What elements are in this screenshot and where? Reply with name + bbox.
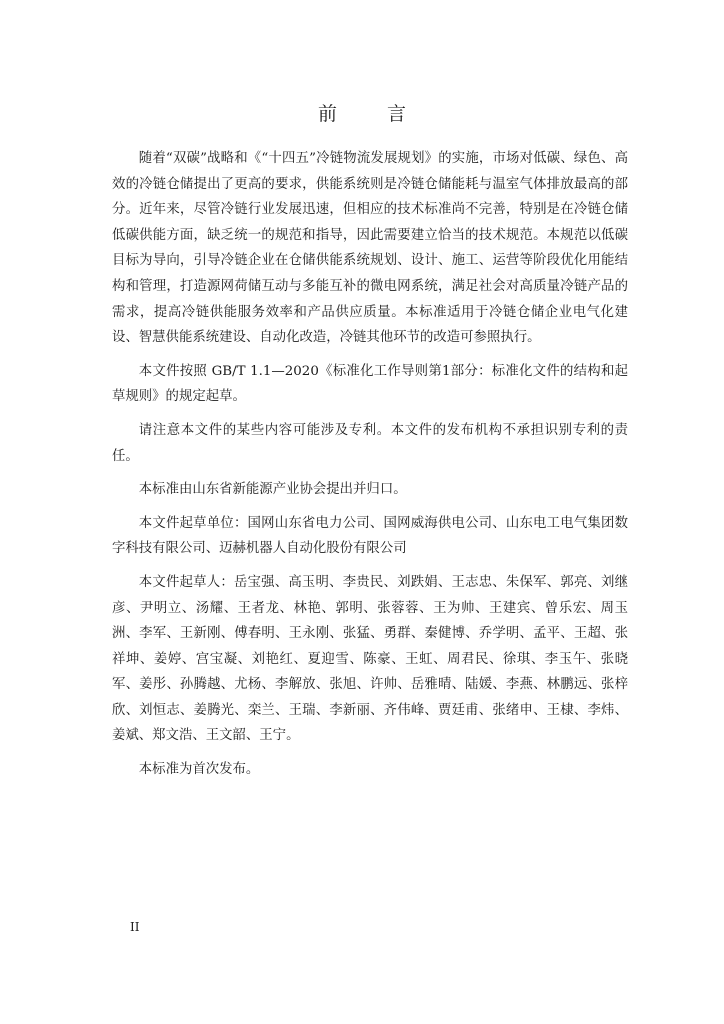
paragraph-drafting-units: 本文件起草单位：国网山东省电力公司、国网威海供电公司、山东电工电气集团数字科技有限公司、迈赫机器人自动化股份有限公司 — [112, 515, 628, 557]
page-number: II — [130, 920, 140, 934]
paragraph-patent-notice: 请注意本文件的某些内容可能涉及专利。本文件的发布机构不承担识别专利的责任。 — [112, 422, 628, 464]
foreword-body — [112, 146, 628, 791]
paragraph-drafting-rules: 本文件按照 GB/T 1.1—2020《标准化工作导则第1部分：标准化文件的结构和起草规则》的规定起草。 — [112, 363, 628, 405]
paragraph-proposer: 本标准由山东省新能源产业协会提出并归口。 — [138, 482, 407, 498]
paragraph-drafters: 本文件起草人：岳宝强、高玉明、李贵民、刘跌娟、王志忠、朱保军、郭亮、刘继彦、尹明立、汤耀、王者龙、林艳、郭明、张蓉蓉、王为帅、王建宾、曾乐宏、周玉洲、李军、王新刚、傅春明、王永刚、张猛、勇群、秦健博、乔学明、孟平、王超、张祥坤、姜婷、宫宝凝、刘艳红、夏迎雪、陈豪、王虹、周君民、徐琪、李玉午、张晓军、姜彤、孙腾越、尤杨、李解放、张旭、许帅、岳雅晴、陆媛、李燕、林鹏远、张梓欣、刘恒志、姜腾光、栾兰、王瑞、李新丽、齐伟峰、贾廷甫、张绪申、王棣、李炜、姜斌、郑文浩、王文韶、王宁。 — [112, 574, 628, 744]
page-title: 前 言 — [317, 103, 429, 125]
paragraph-first-release: 本标准为首次发布。 — [138, 762, 260, 778]
paragraph-background: 随着“双碳”战略和《“十四五”冷链物流发展规划》的实施，市场对低碳、绿色、高效的冷链仓储提出了更高的要求，供能系统则是冷链仓储能耗与温室气体排放最高的部分。近年来，尽管冷链行业发展迅速，但相应的技术标准尚不完善，特别是在冷链仓储低碳供能方面，缺乏统一的规范和指导，因此需要建立恰当的技术规范。本规范以低碳目标为导向，引导冷链企业在仓储供能系统规划、设计、施工、运营等阶段优化用能结构和管理，打造源网荷储互动与多能互补的微电网系统，满足社会对高质量冷链产品的需求，提高冷链供能服务效率和产品供应质量。本标准适用于冷链仓储企业电气化建设、智慧供能系统建设、自动化改造，冷链其他环节的改造可参照执行。 — [112, 151, 628, 346]
